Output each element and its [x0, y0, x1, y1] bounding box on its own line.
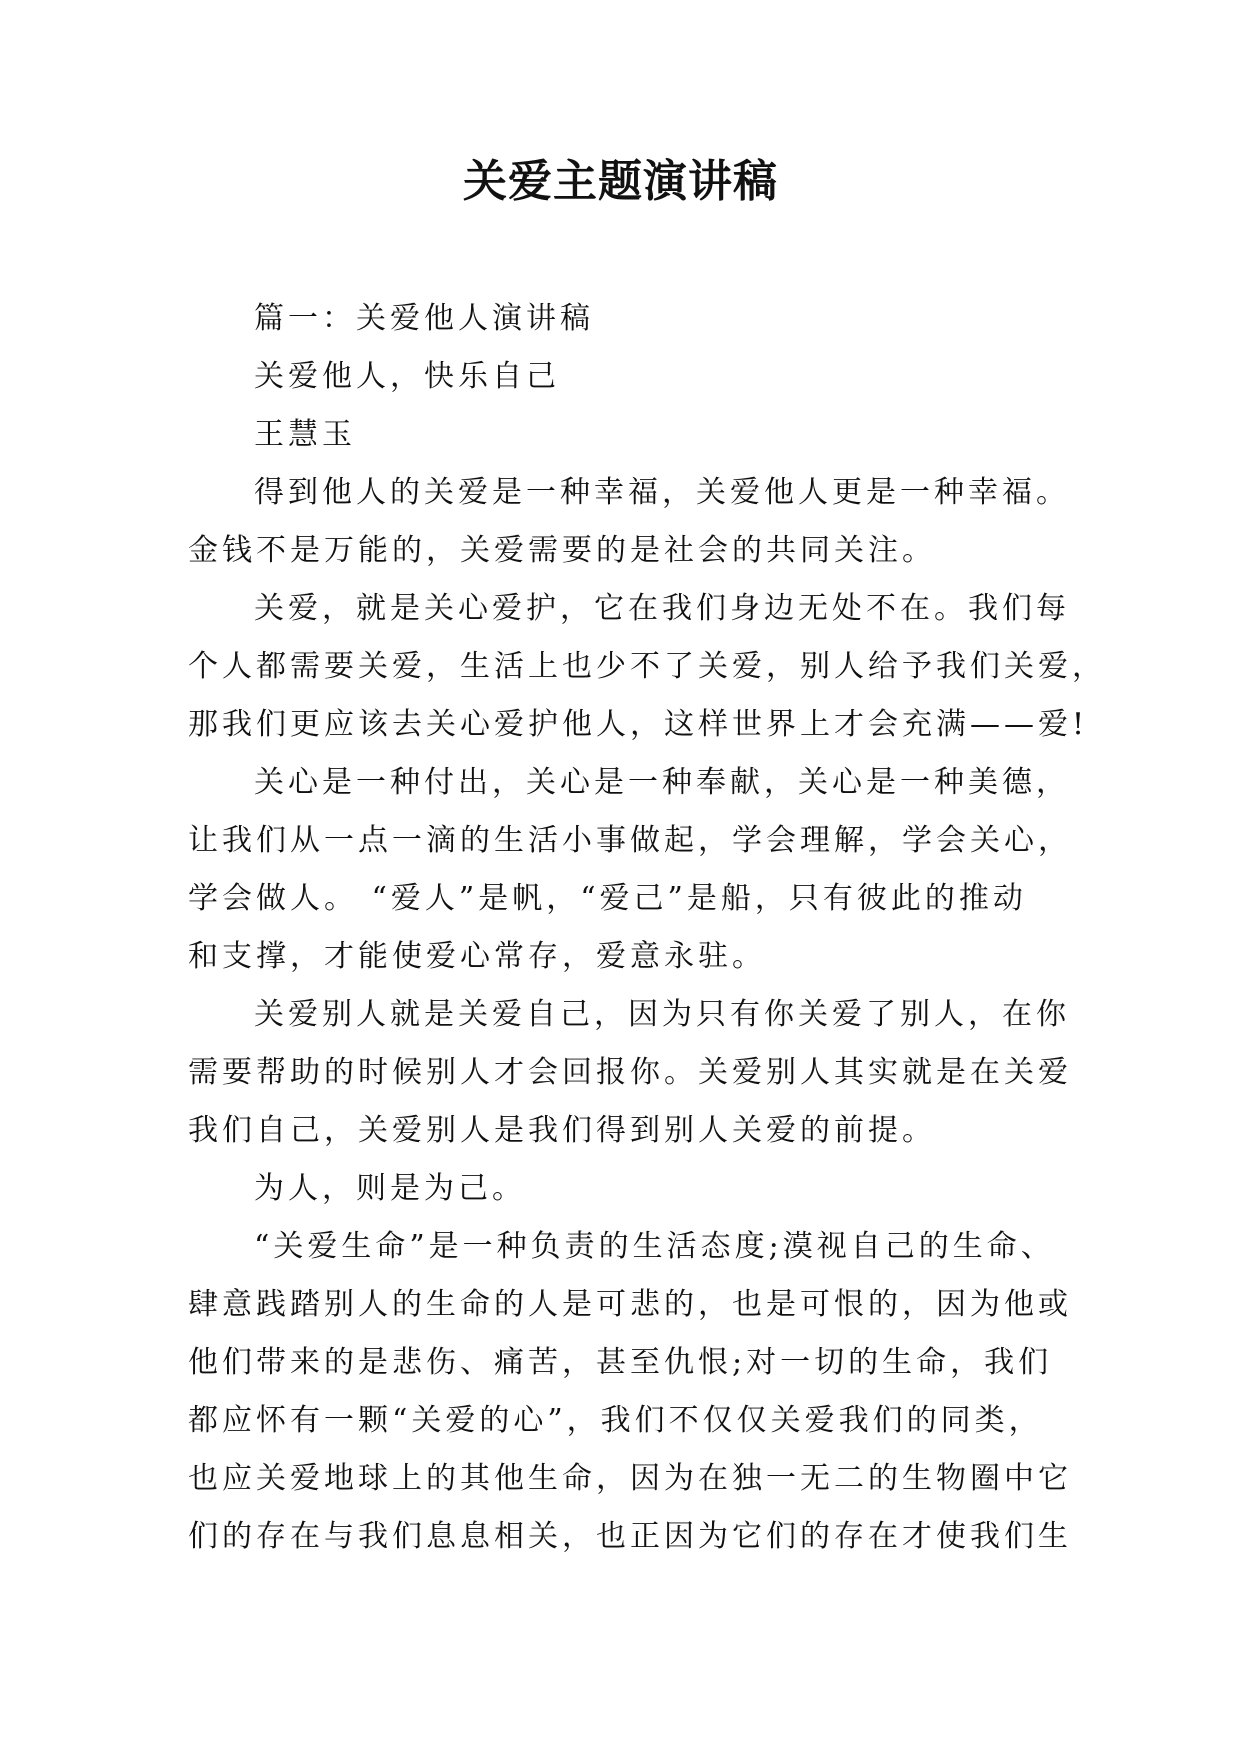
- text-line: 关心是一种付出，关心是一种奉献，关心是一种美德，: [254, 765, 1070, 800]
- text-line: 都应怀有一颗“关爱的心”，我们不仅仅关爱我们的同类，: [188, 1403, 1043, 1438]
- text-line: 关爱，就是关心爱护，它在我们身边无处不在。我们每: [254, 591, 1070, 626]
- text-line: 个人都需要关爱，生活上也少不了关爱，别人给予我们关爱，: [188, 649, 1106, 684]
- text-line: 学会做人。 “爱人”是帆，“爱己”是船，只有彼此的推动: [188, 881, 1027, 916]
- text-line: 也应关爱地球上的其他生命，因为在独一无二的生物圈中它: [188, 1461, 1072, 1496]
- text-line: 为人，则是为己。: [254, 1171, 526, 1206]
- text-line: 他们带来的是悲伤、痛苦，甚至仇恨;对一切的生命，我们: [188, 1345, 1053, 1380]
- text-line: 得到他人的关爱是一种幸福，关爱他人更是一种幸福。: [254, 475, 1070, 510]
- page-title: 关爱主题演讲稿: [463, 156, 778, 207]
- document-body: [188, 290, 1106, 1566]
- text-line: 和支撑，才能使爱心常存，爱意永驻。: [188, 939, 766, 974]
- text-line: 王慧玉: [254, 417, 356, 452]
- text-line: “关爱生命”是一种负责的生活态度;漠视自己的生命、: [254, 1229, 1055, 1264]
- text-line: 我们自己，关爱别人是我们得到别人关爱的前提。: [188, 1113, 936, 1148]
- text-line: 金钱不是万能的，关爱需要的是社会的共同关注。: [188, 533, 936, 568]
- text-line: 让我们从一点一滴的生活小事做起，学会理解，学会关心，: [188, 823, 1072, 858]
- text-line: 那我们更应该去关心爱护他人，这样世界上才会充满——爱!: [188, 707, 1089, 742]
- text-line: 篇一：关爱他人演讲稿: [254, 301, 594, 336]
- text-line: 需要帮助的时候别人才会回报你。关爱别人其实就是在关爱: [188, 1055, 1072, 1090]
- text-line: 关爱别人就是关爱自己，因为只有你关爱了别人，在你: [254, 997, 1070, 1032]
- text-line: 们的存在与我们息息相关，也正因为它们的存在才使我们生: [188, 1519, 1072, 1554]
- text-line: 关爱他人，快乐自己: [254, 359, 560, 394]
- text-line: 肆意践踏别人的生命的人是可悲的，也是可恨的，因为他或: [188, 1287, 1072, 1322]
